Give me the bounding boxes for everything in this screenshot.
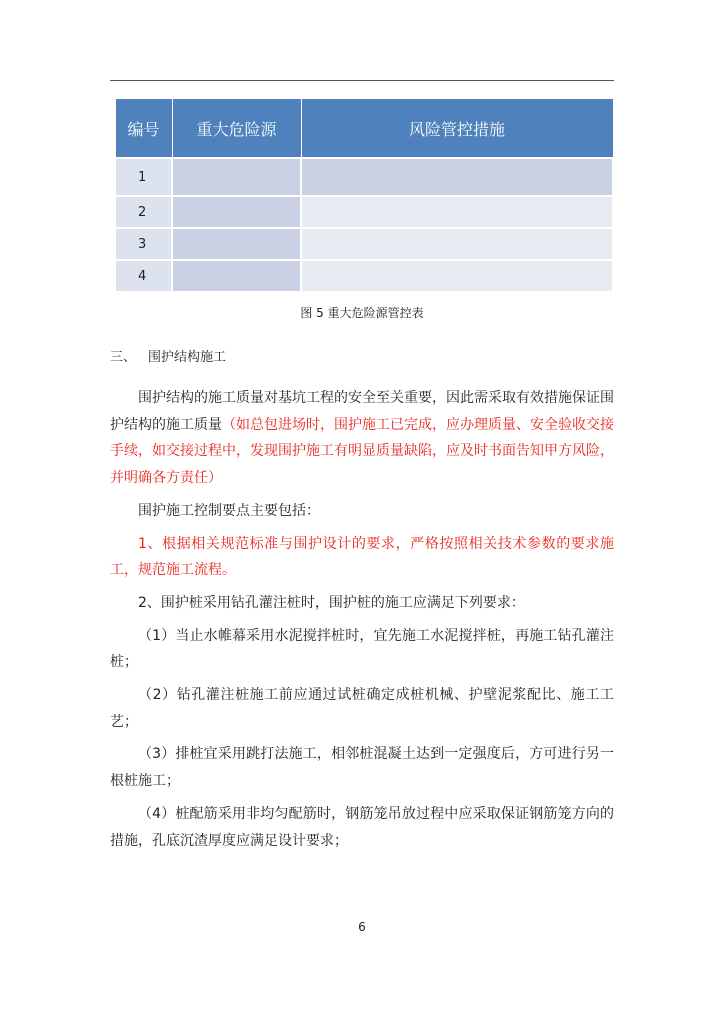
body-text <box>110 385 614 860</box>
row-number: 2 <box>115 196 172 228</box>
paragraph-intro <box>110 385 614 492</box>
paragraph-item-3: （3）排桩宜采用跳打法施工，相邻桩混凝土达到一定强度后，方可进行另一根桩施工； <box>110 746 614 790</box>
page-number: 6 <box>358 920 366 934</box>
section-number: 三、 <box>110 350 137 365</box>
row-number: 3 <box>115 228 172 260</box>
table-row <box>115 260 613 292</box>
intro-text: 围护结构的施工质量对基坑工程的安全至关重要，因此需采取有效措施保证围护结构的施工质量 <box>110 390 614 433</box>
control-measure-cell <box>301 196 613 228</box>
control-measure-cell <box>301 158 613 196</box>
paragraph-point-2: 2、围护桩采用钻孔灌注桩时，围护桩的施工应满足下列要求： <box>138 594 525 611</box>
table-row <box>115 158 613 196</box>
section-title: 围护结构施工 <box>148 350 227 365</box>
hazard-control-table <box>114 98 614 293</box>
paragraph-item-4: （4）桩配筋采用非均匀配筋时，钢筋笼吊放过程中应采取保证钢筋笼方向的措施，孔底沉渣厚度应满足设计要求； <box>110 805 614 849</box>
paragraph-item-1: （1）当止水帷幕采用水泥搅拌桩时，宜先施工水泥搅拌桩，再施工钻孔灌注桩； <box>110 627 614 671</box>
row-number: 4 <box>115 260 172 292</box>
section-heading <box>110 346 226 365</box>
hazard-source-cell <box>172 158 301 196</box>
header-control-measures: 风险管控措施 <box>301 99 613 159</box>
hazard-source-cell <box>172 228 301 260</box>
hazard-source-cell <box>172 196 301 228</box>
table-row <box>115 228 613 260</box>
table-caption: 图 5 重大危险源管控表 <box>300 306 424 320</box>
paragraph-item-2: （2）钻孔灌注桩施工前应通过试桩确定成桩机械、护壁泥浆配比、施工工艺； <box>110 687 614 730</box>
header-number: 编号 <box>115 99 172 159</box>
table-row <box>115 196 613 228</box>
paragraph-point-1: 1、根据相关规范标准与围护设计的要求，严格按照相关技术参数的要求施工，规范施工流程。 <box>110 535 614 579</box>
control-measure-cell <box>301 260 613 292</box>
paragraph-key-points: 围护施工控制要点主要包括： <box>138 502 320 519</box>
header-rule <box>110 80 614 81</box>
intro-note-red: （如总包进场时，围护施工已完成，应办理质量、安全验收交接手续，如交接过程中，发现围护施工有明显质量缺陷，应及时书面告知甲方风险，并明确各方责任） <box>110 416 614 487</box>
control-measure-cell <box>301 228 613 260</box>
header-hazard-source: 重大危险源 <box>172 99 301 159</box>
row-number: 1 <box>115 158 172 196</box>
hazard-source-cell <box>172 260 301 292</box>
table-header-row <box>115 99 613 159</box>
